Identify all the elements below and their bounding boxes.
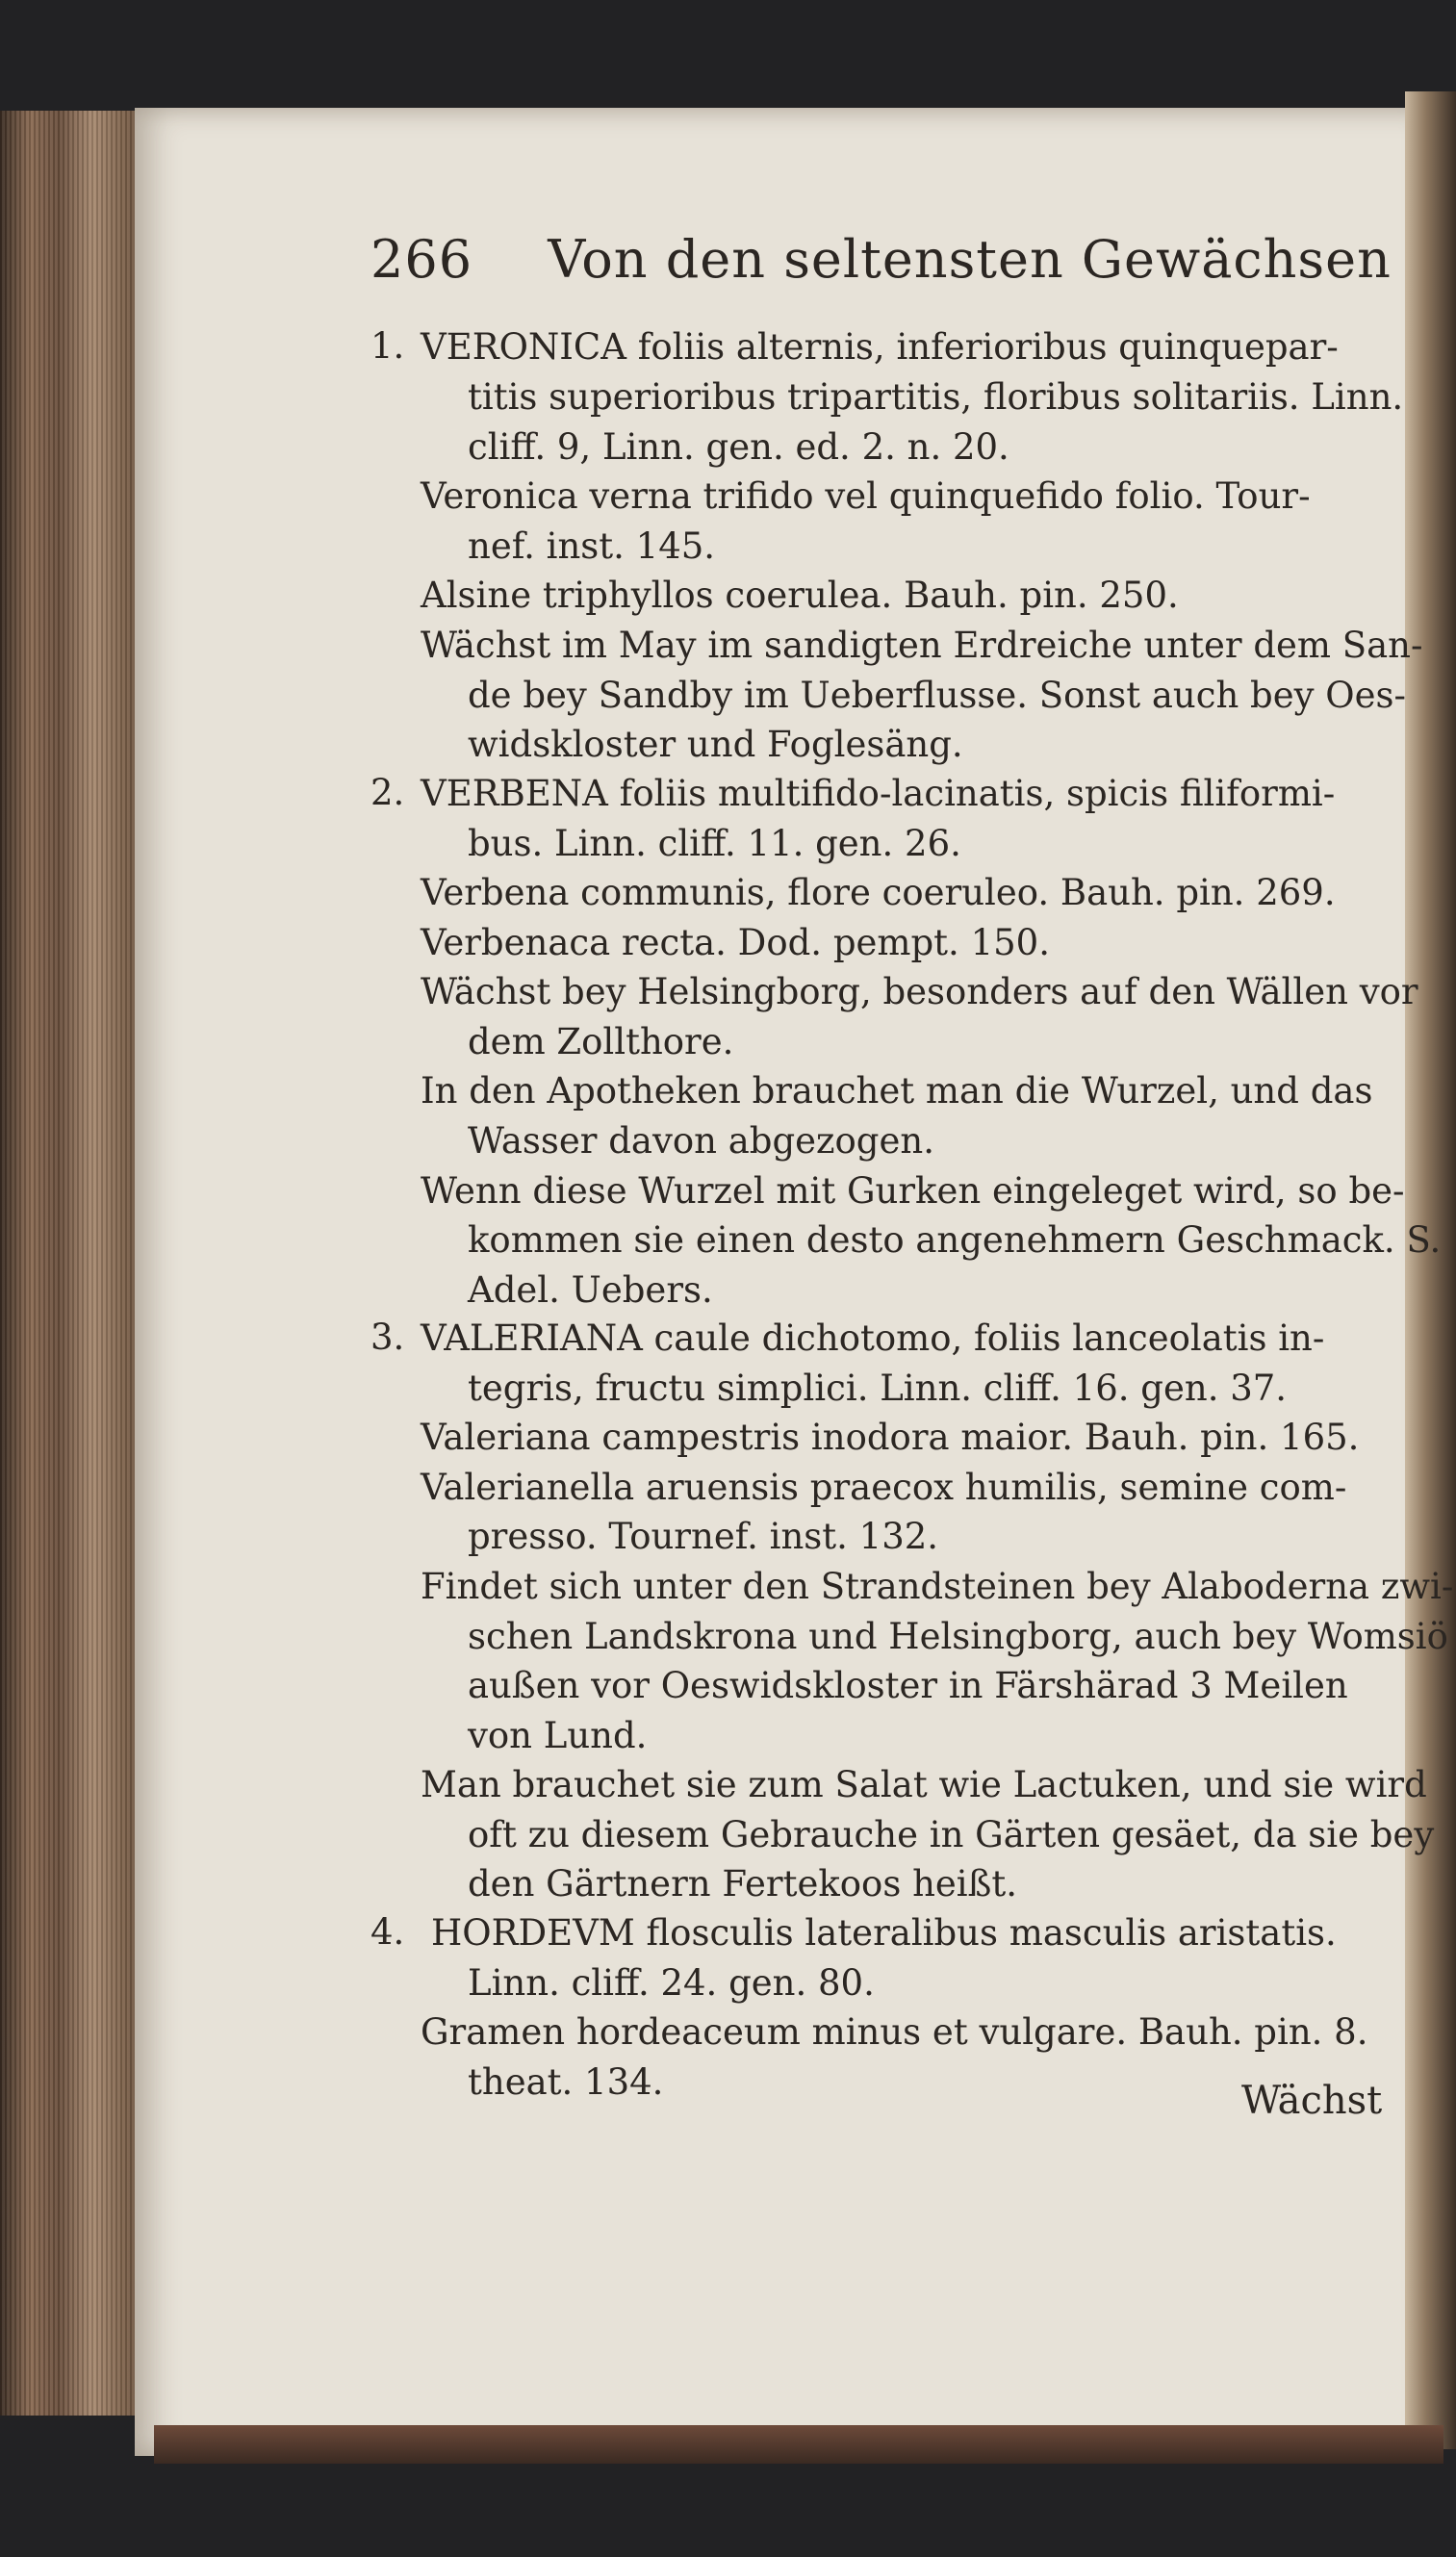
entry-line: schen Landskrona und Helsingborg, auch bey Womsiö: [468, 1616, 1448, 1657]
entry-line: dem Zollthore.: [468, 1021, 734, 1062]
entry-line: theat. 134.: [468, 2061, 664, 2103]
entry-line: VERONICA foliis alternis, inferioribus quinquepar-: [421, 326, 1339, 368]
entry-line: oft zu diesem Gebrauche in Gärten gesäet, da sie bey: [468, 1814, 1435, 1855]
entry-line: tegris, fructu simplici. Linn. cliff. 16. gen. 37.: [468, 1368, 1288, 1409]
entry-line: von Lund.: [468, 1715, 648, 1756]
entry-line: Wenn diese Wurzel mit Gurken eingeleget wird, so be-: [421, 1170, 1405, 1212]
entry-line: Man brauchet sie zum Salat wie Lactuken, und sie wird: [421, 1764, 1427, 1805]
entry-line: Verbenaca recta. Dod. pempt. 150.: [421, 922, 1050, 963]
entry-line: Valeriana campestris inodora maior. Bauh. pin. 165.: [421, 1417, 1360, 1458]
entry-line: titis superioribus tripartitis, floribus solitariis. Linn.: [468, 376, 1404, 418]
entry-number: 2.: [370, 772, 405, 813]
book-right-edge: [1405, 91, 1456, 2449]
entry-line: den Gärtnern Fertekoos heißt.: [468, 1863, 1017, 1905]
entry-line: nef. inst. 145.: [468, 525, 716, 567]
entry-line: cliff. 9, Linn. gen. ed. 2. n. 20.: [468, 426, 1009, 468]
running-title: Von den seltensten Gewächsen: [548, 229, 1392, 290]
entry-line: presso. Tournef. inst. 132.: [468, 1516, 939, 1557]
entry-line: Adel. Uebers.: [468, 1269, 713, 1311]
entry-line: Wasser davon abgezogen.: [468, 1120, 934, 1162]
entry-line: kommen sie einen desto angenehmern Geschmack. S.: [468, 1219, 1442, 1261]
entry-line: Alsine triphyllos coerulea. Bauh. pin. 250.: [421, 575, 1179, 616]
entry-line: de bey Sandby im Ueberflusse. Sonst auch bey Oes-: [468, 675, 1407, 716]
entry-line: VALERIANA caule dichotomo, foliis lanceolatis in-: [421, 1317, 1325, 1359]
entry-number: 3.: [370, 1317, 405, 1358]
entry-line: HORDEVM flosculis lateralibus masculis aristatis.: [431, 1912, 1337, 1954]
entry-line: Gramen hordeaceum minus et vulgare. Bauh. pin. 8.: [421, 2011, 1368, 2053]
book-bottom-edge: [154, 2425, 1443, 2464]
entry-number: 1.: [370, 325, 405, 367]
entry-line: Linn. cliff. 24. gen. 80.: [468, 1962, 875, 2004]
entry-line: In den Apotheken brauchet man die Wurzel, und das: [421, 1070, 1373, 1112]
page-number: 266: [370, 229, 473, 290]
entry-line: bus. Linn. cliff. 11. gen. 26.: [468, 823, 961, 864]
entry-line: Verbena communis, flore coeruleo. Bauh. pin. 269.: [421, 872, 1336, 913]
entry-line: Veronica verna trifido vel quinquefido folio. Tour-: [421, 475, 1311, 517]
entry-number: 4.: [370, 1911, 405, 1953]
entry-line: Findet sich unter den Strandsteinen bey Alaboderna zwi-: [421, 1566, 1454, 1607]
entry-line: Wächst im May im sandigten Erdreiche unter dem San-: [421, 625, 1423, 666]
catchword: Wächst: [1241, 2079, 1383, 2123]
entry-line: außen vor Oeswidskloster in Färshärad 3 Meilen: [468, 1665, 1348, 1706]
entry-line: VERBENA foliis multifido-lacinatis, spicis filiformi-: [421, 773, 1336, 814]
page-header: [370, 229, 1392, 290]
entry-line: Wächst bey Helsingborg, besonders auf den Wällen vor: [421, 971, 1418, 1012]
entry-line: Valerianella aruensis praecox humilis, semine com-: [421, 1467, 1347, 1508]
entry-line: widskloster und Foglesäng.: [468, 724, 963, 765]
